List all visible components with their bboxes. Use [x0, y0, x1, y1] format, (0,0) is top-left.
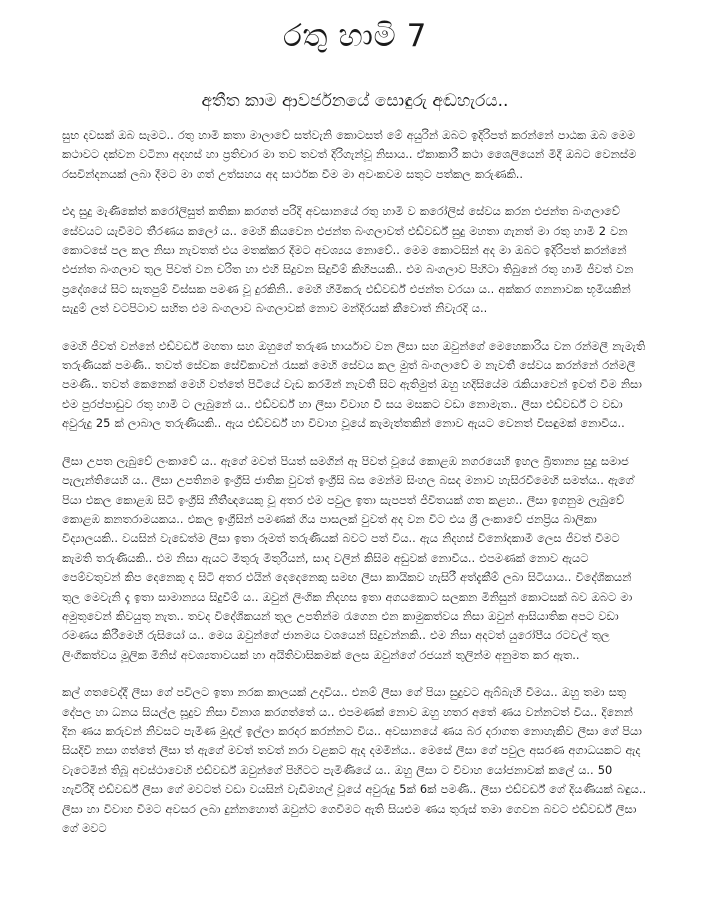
paragraph: මෙහි ජීවත් වන්නේ එඩ්වර්ඩ් මහතා සහ ඔහුගේ තරුණ භාර්යාව වන ලීසා සහ ඔවුන්ගේ මෙහෙකාරිය වන රන්මලී නැමැති තරුණියක් පමණි.. තවත් සේවක සේවිකාවන් රැසක් මෙහි සේවය කල මුත් බංගලාවේ ම නැවතී සේවය කරන්නේ රන්මලී පමණි.. තවත් කෙනෙක් මෙහි වත්තේ පිටියේ වැඩ කරමින් නැවතී සිට ඇතිමුත් ඔහු හදිසියේම රැකියාවෙන් ඉවත් වීම නිසා එම පුරප්පාඩුව රතු හාමි ට ලැබුනේ ය.. එඩ්වර්ඩ් හා ලීසා විවාහ වී සය මසකට වඩා නොමැත.. ලීසා එඩ්වර්ඩ් ට වඩා අවුරුදු 25 ක් ලාබාල තරුණියකි.. ඇය එඩ්වර්ඩ් හා විවාහ වූයේ කැමැත්තකින් නොව ඇයට වෙනත් විසඳුමක් නොවීය.. [62, 338, 646, 431]
paragraph: ලීසා උපත ලැබුවේ ලංකාවේ ය.. ඇගේ මවත් පියත් සමගින් ඈ පිවත් වූයේ කොළඹ නගරයෙහි ඉහල බ්‍රිතාන්‍ය සුදු සමාජ පැලැන්තියෙහි ය.. ලීසා උපතිනම ඉංග්‍රීසි ජාතික වුවත් ඉංග්‍රීසි බස මෙන්ම සිංහල බසද මනාව හැසිරවීමෙහි සමත්ය.. ඇගේ පියා එකල කොළඹ සිටි ඉංග්‍රීසි නීතීඥයෙකු වූ අතර එම පවුල ඉතා සැපපත් ජීවිතයක් ගත කළහ.. ලීසා ඉගනුම ලැබුවේ කොළඹ කනතරාමයකය.. එකල ඉංග්‍රීසින් පමණක් ගිය පාසලක් වුවත් අද වන විට එය ශ්‍රී ලංකාවේ ජනප්‍රිය බාලිකා විද්‍යාලයකි.. වයසින් වැඩෙත්ම ලීසා ඉතා රූමත් තරුණියක් බවට පත් විය.. ඇය නිදහස් විනෝදකාමී ලෙස ජීවත් වීමට කැමති තරුණියකි.. එම නිසා ඇයට මිතුරු මිතුරියන්, සාද වලින් කිසිම අඩුවක් නොවීය.. එපමණක් නොව ඇයට පෙම්වතුවන් කිප දෙනෙකු ද සිටි අතර එයින් දෙදෙනෙකු සමඟ ලීසා කායිකව හැසිරී අත්දැකීම් ලබා සිටියාය.. විදේශිකයන් තුල මෙවැනි දෑ ඉතා සාමාන්‍යය සිදුවීම් ය.. ඔවුන් ලිංගික නිදහස ඉතා අගයකොට සලකන මිනිසුන් කොටසක් බව ඔබට මා අමුතුවෙන් කිවයුතු නැත.. තවද විදේශිකයන් තුල උපතින්ම රැගෙන එන කාමුකත්වය නිසා ඔවුන් ආසියාතික අපට වඩා රමණය කිරීමෙහි රුසියෝ ය.. මෙය ඔවුන්ගේ ජානමය වශයෙන් සිදුවන්නකි.. එම නිසා අදටත් යුරෝපීය රටවල් තුල ලිංගිකත්වය මූලික මිනිස් අවශ්‍යතාවයක් හා අයිතිවාසිකමක් ලෙස ඔවුන්ගේ රජයන් තුලින්ම අනුමත කර ඇත.. [62, 453, 634, 662]
story-body [62, 126, 648, 838]
story-title: රතු හාමි 7 [283, 18, 427, 54]
paragraph: සුභ දවසක් ඔබ සැමට.. රතු හාමි කතා මාලාවේ සත්වැනි කොටසත් මේ අයුරින් ඔබට ඉදිරිපත් කරන්නේ පාඨක ඔබ මෙම කථාවට දක්වන වටිනා අදහස් හා ප්‍රතිචාර මා තව තවත් දිරිගැන්වූ නිසාය.. ඒකාකාරී කථා ශෛලියෙන් මිදී ඔබට වෙනස්ම රසවින්දනයක් ලබා දීමට මා ගත් උත්සහය අද සාර්ථක වීම මා අවංකවම සතුට පත්කල කරුණකි.. [62, 128, 637, 181]
story-subtitle: අතීත කාම ආවර්ජනයේ සොඳුරු අඬහැරය.. [201, 91, 509, 111]
paragraph: එදා සුදු මැණිකේත් කරෝලිසුත් කතිකා කරගත් පරිදි අවසානයේ රතු හාමි ව කරෝලිස් සේවය කරන එජන්ත බංගලාවේ සේවයට යැවීමට තීරණය කලෝ ය.. මෙහි කියවෙන එජන්ත බංගලාවත් එඩ්වර්ඩ් සුදු මහතා ගැනත් මා රතු හාමි 2 වන කොටසේ පල කල නිසා නැවතත් එය මතක්කර දීමට අවශ්‍යය නොවේ.. මෙම කොටසින් අද මා ඔබට ඉදිරිපත් කරන්නේ එජන්ත බංගලාව තුල පිවත් වන චරිත හා එහි සිදුවන සිදුවීම් කිහිපයකි.. එම බංගලාව පිහිටා තිබුනේ රතු හාමි ජීවත් වන ප්‍රදේශයේ සිට සැතපුම් විස්සක පමණ වූ දුරකිනි.. මෙහි හිමිකරු එඩ්වර්ඩ් එජන්ත වරයා ය.. අක්කර ගනනාවක භූමියකින් සැදුම් ලත් වටපිටාව සහිත එම බංගලාව බංගලාවක් නොව මන්දිරයක් කීවොත් නිවැරදි ය.. [62, 204, 634, 316]
paragraph: කල් ගතවෙද්දී ලීසා ගේ පවිලට ඉතා නරක කාලයක් උදාවිය.. එනම් ලීසා ගේ පියා සුදුවට ඇබ්බැහි වීමය.. ඔහු තමා සතු දේපල හා ධනය සියල්ල සූදුව නිසා විනාශ කරගත්තේ ය.. එපමණක් නොව ඔහු හතර අතේ ණය වන්නටත් විය.. දිනෙන් දින ණය කරුවන් නිවසට පැමිණ මුදල් ඉල්ලා කරදර කරන්නට විය.. අවසානයේ ණය බර දරාගත නොහැකිව ලීසා ගේ පියා සියදිවි නසා ගත්තේ ලීසා ත් ඇගේ මවත් තවත් නරා වළකට ඇද දමමින්ය.. මෙසේ ලීසා ගේ පවුල අසරණ අගාධයකට ඇද වැටෙමින් තිබූ අවස්ථාවෙහි එඩ්වර්ඩ් ඔවුන්ගේ පිහිටට පැමිණියේ ය.. ඔහු ලීසා ට විවාහ යෝජනාවක් කලේ ය.. 50 හැවිරිදි එඩ්වර්ඩ් ලීසා ගේ මවටත් වඩා වයසින් වැඩිමහල් වූයේ අවුරුදු 5ක් 6ක් පමණි.. ලීසා එඩ්වර්ඩ් ගේ දියණියක් බඳුය.. ලීසා හා විවාහ වීමට අවසර ලබා දුන්නහොත් ඔවුන්ට ගෙවීමට ඇති සියළුම ණය තුරුස් තමා ගෙවන බවට එඩ්වර්ඩ් ලීසා ගේ මවට [62, 685, 647, 835]
